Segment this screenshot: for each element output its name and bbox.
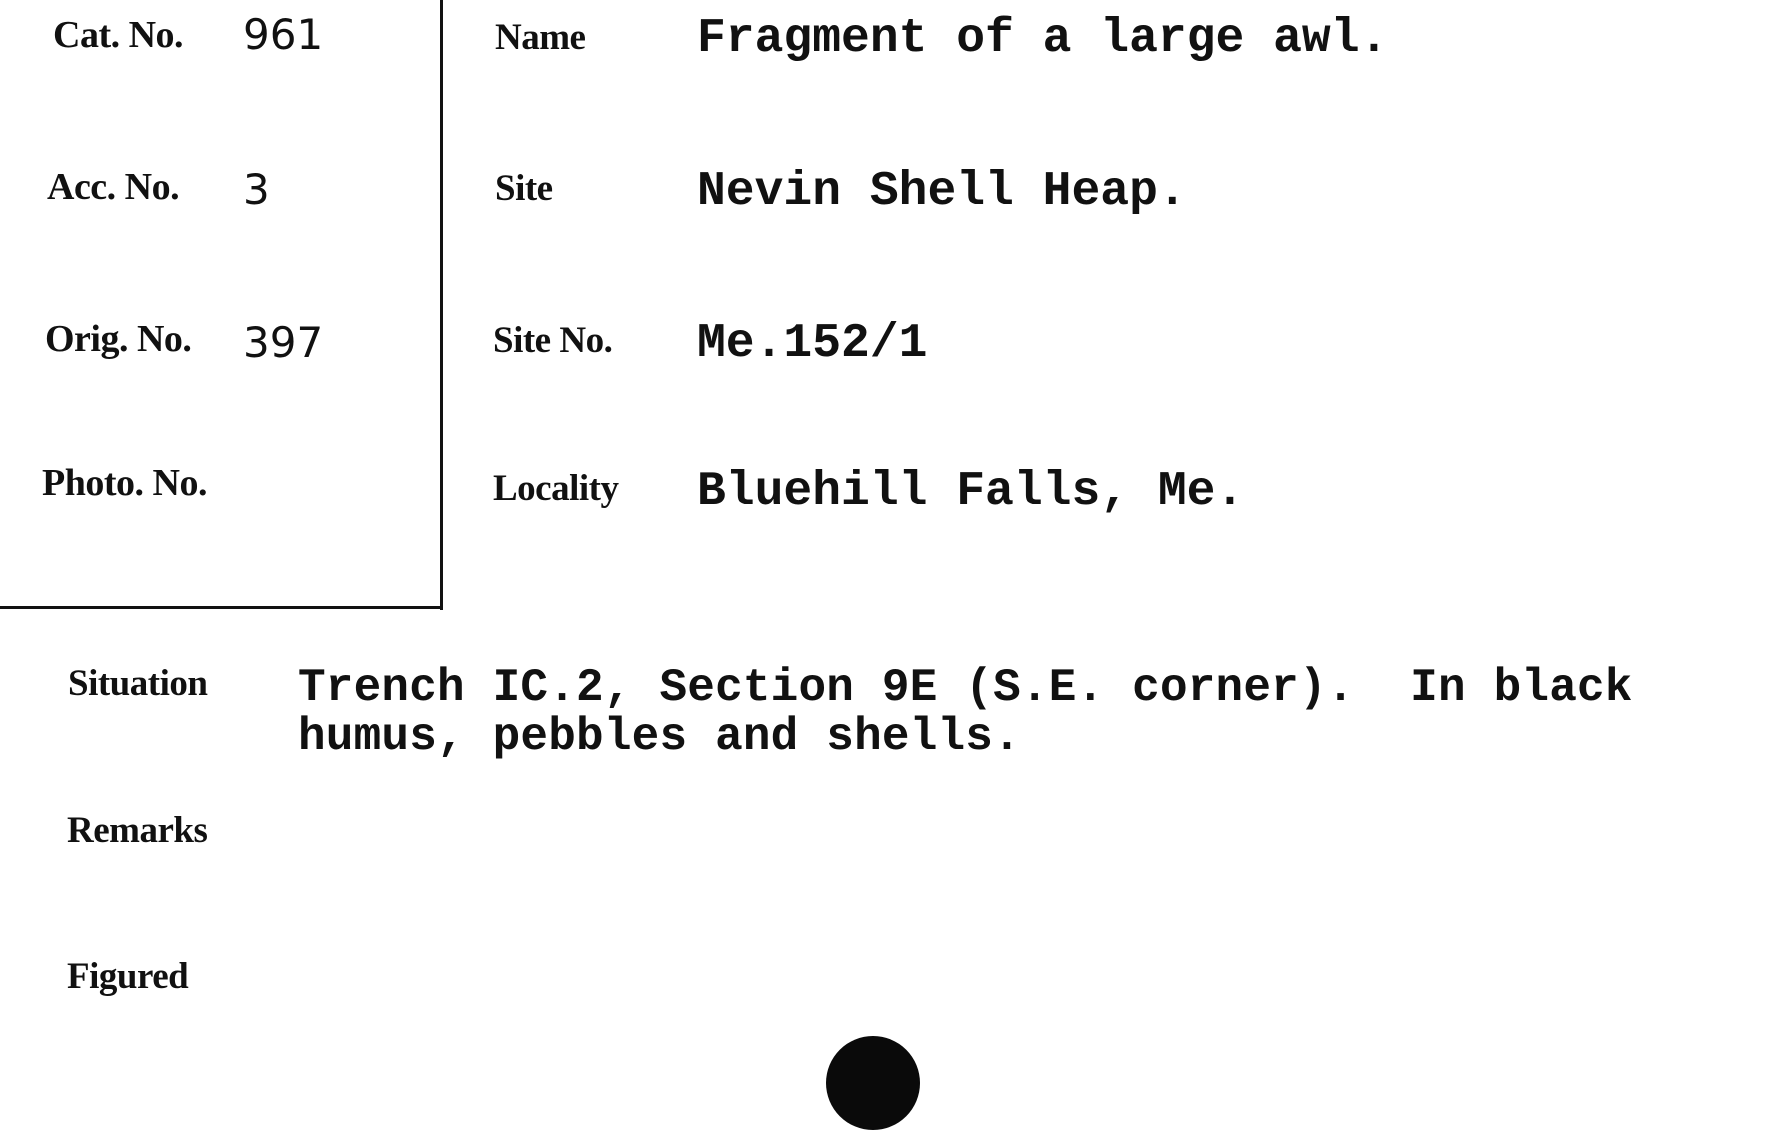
locality-label: Locality (493, 468, 619, 509)
cat-no-label: Cat. No. (53, 14, 184, 56)
situation-label: Situation (68, 663, 208, 704)
punch-hole (826, 1036, 920, 1130)
name-label: Name (495, 17, 586, 58)
orig-no-label: Orig. No. (45, 318, 192, 360)
site-label: Site (495, 168, 553, 209)
name-value: Fragment of a large awl. (697, 12, 1389, 66)
box-border-horizontal (0, 606, 440, 609)
locality-value: Bluehill Falls, Me. (697, 465, 1245, 519)
cat-no-value: 961 (243, 10, 324, 59)
acc-no-label: Acc. No. (47, 166, 180, 208)
photo-no-label: Photo. No. (42, 462, 207, 504)
site-no-label: Site No. (493, 320, 613, 361)
remarks-label: Remarks (67, 810, 208, 851)
acc-no-value: 3 (243, 165, 270, 214)
site-no-value: Me.152/1 (697, 317, 928, 371)
box-border-vertical (440, 0, 443, 610)
situation-value: Trench IC.2, Section 9E (S.E. corner). In black humus, pebbles and shells. (298, 662, 1633, 763)
figured-label: Figured (67, 956, 189, 997)
orig-no-value: 397 (243, 318, 324, 367)
site-value: Nevin Shell Heap. (697, 165, 1187, 219)
